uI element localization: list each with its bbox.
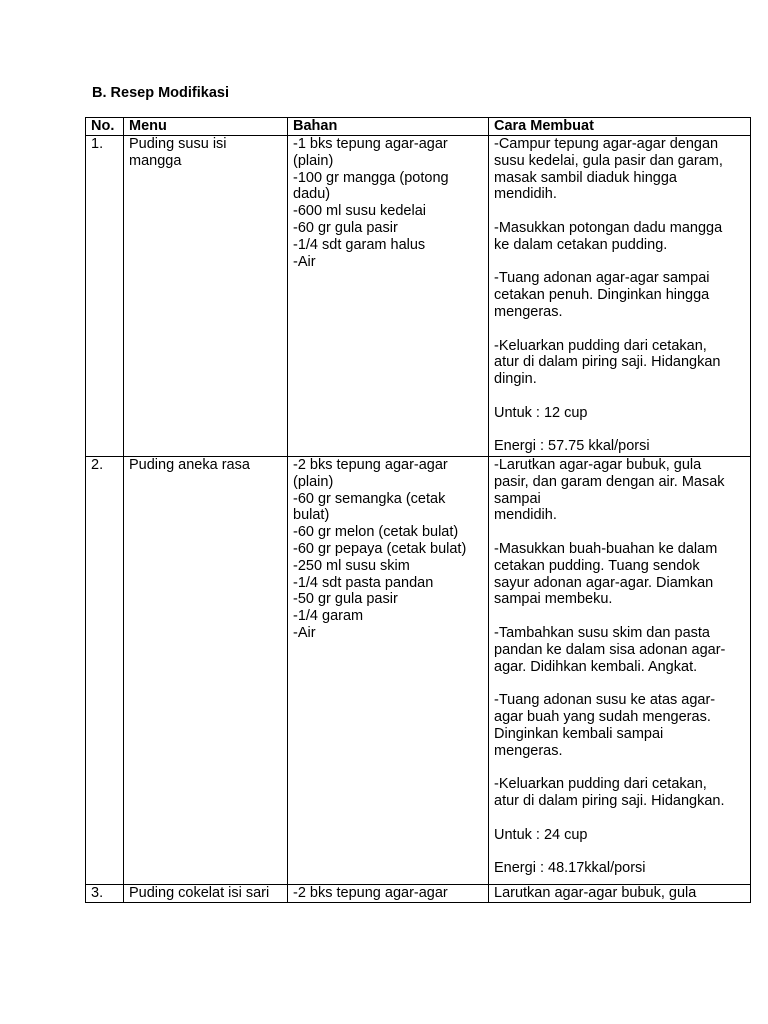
ingredient-line: -1/4 sdt pasta pandan [293, 574, 434, 591]
ingredient-line: -2 bks tepung agar-agar [293, 885, 448, 901]
cell-bahan [288, 136, 489, 457]
ingredient-line: -Air [293, 624, 316, 641]
menu-line: Puding aneka rasa [129, 457, 250, 473]
ingredient-line: -60 gr melon (cetak bulat) [293, 524, 459, 541]
row-number: 2. [91, 457, 104, 473]
cell-menu [124, 136, 288, 457]
step-line: mendidih. [494, 507, 557, 524]
step-line: masak sambil diaduk hingga [494, 169, 677, 186]
header-menu: Menu [124, 118, 288, 136]
cell-cara-membuat [489, 136, 751, 457]
step-line: Larutkan agar-agar bubuk, gula [494, 885, 697, 901]
step-line: sampai [494, 490, 541, 507]
step-line: -Masukkan potongan dadu mangga [494, 219, 723, 236]
ingredient-line: (plain) [293, 473, 334, 490]
row-number: 3. [91, 885, 104, 901]
cell-no [86, 136, 124, 457]
step-line: -Campur tepung agar-agar dengan [494, 136, 719, 152]
ingredient-line: -60 gr pepaya (cetak bulat) [293, 540, 467, 557]
menu-line: mangga [129, 152, 182, 169]
step-line: ke dalam cetakan pudding. [494, 236, 668, 253]
row-number: 1. [91, 136, 104, 152]
ingredient-line: bulat) [293, 507, 330, 524]
table-row [86, 136, 751, 457]
cell-no [86, 885, 124, 903]
cell-no [86, 457, 124, 885]
step-line: -Keluarkan pudding dari cetakan, [494, 337, 707, 354]
ingredient-line: -Air [293, 253, 316, 270]
step-line: agar buah yang sudah mengeras. [494, 708, 711, 725]
step-line: sampai membeku. [494, 591, 613, 608]
table-row [86, 885, 751, 903]
energy-text [494, 860, 746, 877]
yield-text [494, 405, 746, 422]
step-paragraph [494, 625, 746, 675]
step-paragraph [494, 541, 746, 608]
ingredient-line: -2 bks tepung agar-agar [293, 457, 448, 473]
ingredient-line: -1 bks tepung agar-agar [293, 136, 448, 152]
step-line: -Tambahkan susu skim dan pasta [494, 624, 710, 641]
step-line: Untuk : 24 cup [494, 826, 588, 843]
ingredient-line: dadu) [293, 186, 331, 203]
step-line: atur di dalam piring saji. Hidangkan [494, 354, 721, 371]
cell-cara-membuat [489, 457, 751, 885]
step-line: atur di dalam piring saji. Hidangkan. [494, 792, 725, 809]
step-paragraph [494, 270, 746, 320]
cell-menu [124, 885, 288, 903]
step-line: Dinginkan kembali sampai [494, 725, 664, 742]
ingredient-line: -100 gr mangga (potong [293, 169, 449, 186]
yield-text [494, 827, 746, 844]
ingredient-line: -50 gr gula pasir [293, 591, 398, 608]
step-paragraph [494, 136, 746, 203]
step-paragraph [494, 692, 746, 759]
step-paragraph [494, 220, 746, 254]
cell-cara-membuat [489, 885, 751, 903]
ingredient-line: (plain) [293, 152, 334, 169]
ingredient-line: -60 gr semangka (cetak [293, 490, 446, 507]
table-header-row [86, 118, 751, 136]
step-line: Energi : 48.17kkal/porsi [494, 860, 646, 877]
menu-line: Puding cokelat isi sari [129, 885, 270, 901]
header-bahan: Bahan [288, 118, 489, 136]
step-line: dingin. [494, 371, 537, 388]
header-no: No. [86, 118, 124, 136]
step-line: mengeras. [494, 303, 563, 320]
step-line: agar. Didihkan kembali. Angkat. [494, 658, 698, 675]
step-line: pasir, dan garam dengan air. Masak [494, 473, 725, 490]
step-line: mengeras. [494, 742, 563, 759]
ingredient-line: -1/4 sdt garam halus [293, 236, 426, 253]
step-line: -Tuang adonan agar-agar sampai [494, 270, 710, 287]
ingredient-line: -60 gr gula pasir [293, 219, 398, 236]
step-line: -Keluarkan pudding dari cetakan, [494, 776, 707, 793]
recipe-table [85, 117, 751, 903]
step-line: -Larutkan agar-agar bubuk, gula [494, 457, 702, 473]
ingredient-line: -250 ml susu skim [293, 557, 410, 574]
header-cara-membuat: Cara Membuat [489, 118, 751, 136]
step-line: sayur adonan agar-agar. Diamkan [494, 574, 714, 591]
step-paragraph [494, 457, 746, 524]
cell-menu [124, 457, 288, 885]
menu-line: Puding susu isi [129, 136, 227, 152]
cell-bahan [288, 457, 489, 885]
table-row [86, 457, 751, 885]
ingredient-line: -1/4 garam [293, 608, 364, 625]
step-line: susu kedelai, gula pasir dan garam, [494, 152, 723, 169]
step-paragraph [494, 338, 746, 388]
ingredient-line: -600 ml susu kedelai [293, 203, 426, 220]
step-line: Energi : 57.75 kkal/porsi [494, 438, 650, 455]
step-line: cetakan pudding. Tuang sendok [494, 557, 700, 574]
step-line: cetakan penuh. Dinginkan hingga [494, 287, 710, 304]
step-line: -Tuang adonan susu ke atas agar- [494, 692, 716, 709]
step-line: -Masukkan buah-buahan ke dalam [494, 540, 718, 557]
step-paragraph [494, 776, 746, 810]
step-line: mendidih. [494, 186, 557, 203]
step-line: Untuk : 12 cup [494, 404, 588, 421]
cell-bahan [288, 885, 489, 903]
energy-text [494, 438, 746, 455]
section-title: B. Resep Modifikasi [92, 85, 229, 101]
step-line: pandan ke dalam sisa adonan agar- [494, 641, 726, 658]
